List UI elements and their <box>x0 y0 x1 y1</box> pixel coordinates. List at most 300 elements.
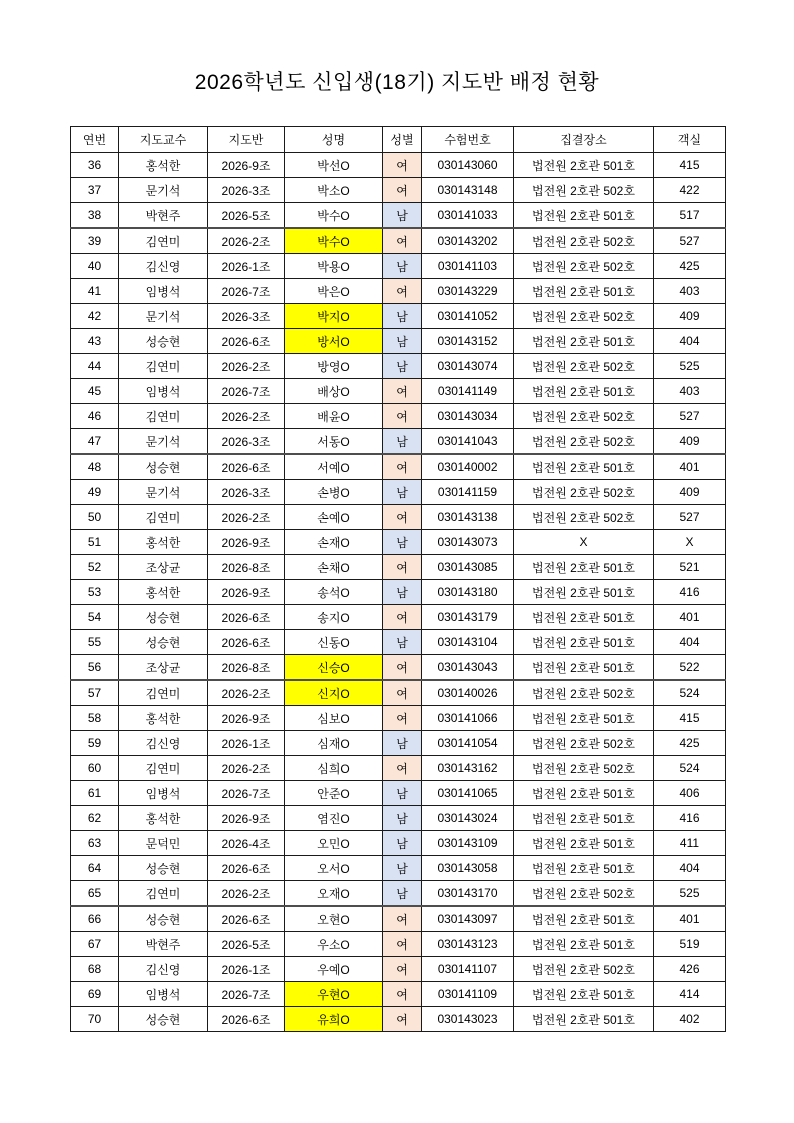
cell-exam-no: 030141033 <box>422 203 514 229</box>
cell-advisor: 성승현 <box>119 906 208 932</box>
cell-location: 법전원 2호관 501호 <box>514 856 654 881</box>
cell-gender: 여 <box>383 228 422 254</box>
table-row <box>71 279 726 304</box>
cell-advisor: 김연미 <box>119 228 208 254</box>
cell-location: 법전원 2호관 501호 <box>514 932 654 957</box>
table-row <box>71 906 726 932</box>
cell-location: 법전원 2호관 502호 <box>514 254 654 279</box>
cell-class: 2026-2조 <box>208 680 285 706</box>
cell-class: 2026-9조 <box>208 153 285 178</box>
cell-location: 법전원 2호관 502호 <box>514 354 654 379</box>
cell-exam-no: 030143170 <box>422 881 514 907</box>
cell-room: 404 <box>654 630 726 655</box>
cell-no: 54 <box>71 605 119 630</box>
table-row <box>71 228 726 254</box>
cell-room: 425 <box>654 731 726 756</box>
cell-advisor: 김신영 <box>119 957 208 982</box>
cell-location: X <box>514 530 654 555</box>
cell-class: 2026-2조 <box>208 228 285 254</box>
table-header-row <box>71 127 726 153</box>
cell-no: 61 <box>71 781 119 806</box>
cell-name: 박수O <box>285 228 383 254</box>
cell-no: 60 <box>71 756 119 781</box>
cell-room: 411 <box>654 831 726 856</box>
cell-name: 서예O <box>285 454 383 480</box>
header-cell-no: 연번 <box>71 127 119 153</box>
cell-no: 62 <box>71 806 119 831</box>
cell-exam-no: 030143058 <box>422 856 514 881</box>
cell-exam-no: 030143073 <box>422 530 514 555</box>
cell-class: 2026-3조 <box>208 429 285 455</box>
cell-room: 425 <box>654 254 726 279</box>
cell-location: 법전원 2호관 502호 <box>514 228 654 254</box>
cell-name: 심희O <box>285 756 383 781</box>
cell-class: 2026-3조 <box>208 304 285 329</box>
cell-room: 527 <box>654 505 726 530</box>
cell-no: 42 <box>71 304 119 329</box>
cell-location: 법전원 2호관 502호 <box>514 881 654 907</box>
cell-gender: 여 <box>383 706 422 731</box>
cell-name: 우소O <box>285 932 383 957</box>
cell-gender: 여 <box>383 1007 422 1032</box>
cell-exam-no: 030143229 <box>422 279 514 304</box>
cell-exam-no: 030143148 <box>422 178 514 203</box>
cell-exam-no: 030141107 <box>422 957 514 982</box>
cell-no: 49 <box>71 480 119 505</box>
cell-room: 519 <box>654 932 726 957</box>
cell-room: 415 <box>654 706 726 731</box>
cell-location: 법전원 2호관 501호 <box>514 630 654 655</box>
table-row <box>71 329 726 354</box>
cell-exam-no: 030143085 <box>422 555 514 580</box>
cell-location: 법전원 2호관 501호 <box>514 655 654 681</box>
cell-name: 신지O <box>285 680 383 706</box>
cell-no: 47 <box>71 429 119 455</box>
cell-name: 심재O <box>285 731 383 756</box>
cell-class: 2026-9조 <box>208 806 285 831</box>
cell-exam-no: 030141043 <box>422 429 514 455</box>
cell-no: 40 <box>71 254 119 279</box>
cell-location: 법전원 2호관 501호 <box>514 279 654 304</box>
cell-gender: 여 <box>383 454 422 480</box>
cell-name: 유희O <box>285 1007 383 1032</box>
cell-name: 방서O <box>285 329 383 354</box>
cell-class: 2026-6조 <box>208 605 285 630</box>
table-row <box>71 153 726 178</box>
cell-exam-no: 030143097 <box>422 906 514 932</box>
cell-gender: 여 <box>383 982 422 1007</box>
cell-advisor: 문기석 <box>119 480 208 505</box>
cell-gender: 남 <box>383 781 422 806</box>
cell-gender: 여 <box>383 404 422 429</box>
cell-no: 66 <box>71 906 119 932</box>
cell-name: 송지O <box>285 605 383 630</box>
cell-name: 우예O <box>285 957 383 982</box>
cell-no: 53 <box>71 580 119 605</box>
cell-no: 39 <box>71 228 119 254</box>
table-row <box>71 881 726 907</box>
cell-no: 58 <box>71 706 119 731</box>
cell-location: 법전원 2호관 501호 <box>514 1007 654 1032</box>
cell-exam-no: 030143123 <box>422 932 514 957</box>
cell-room: 416 <box>654 580 726 605</box>
cell-advisor: 임병석 <box>119 279 208 304</box>
table-row <box>71 530 726 555</box>
cell-class: 2026-1조 <box>208 731 285 756</box>
cell-gender: 여 <box>383 957 422 982</box>
cell-room: 401 <box>654 906 726 932</box>
table-row <box>71 454 726 480</box>
cell-advisor: 김신영 <box>119 731 208 756</box>
table-row <box>71 354 726 379</box>
cell-location: 법전원 2호관 501호 <box>514 982 654 1007</box>
cell-class: 2026-2조 <box>208 354 285 379</box>
cell-class: 2026-9조 <box>208 530 285 555</box>
cell-exam-no: 030143202 <box>422 228 514 254</box>
cell-room: 404 <box>654 856 726 881</box>
cell-gender: 남 <box>383 203 422 229</box>
table-row <box>71 555 726 580</box>
cell-name: 배상O <box>285 379 383 404</box>
cell-location: 법전원 2호관 502호 <box>514 731 654 756</box>
cell-advisor: 김연미 <box>119 756 208 781</box>
cell-no: 37 <box>71 178 119 203</box>
cell-name: 손예O <box>285 505 383 530</box>
cell-room: 414 <box>654 982 726 1007</box>
cell-no: 64 <box>71 856 119 881</box>
cell-gender: 여 <box>383 906 422 932</box>
cell-gender: 여 <box>383 655 422 681</box>
cell-no: 38 <box>71 203 119 229</box>
cell-location: 법전원 2호관 502호 <box>514 404 654 429</box>
cell-gender: 남 <box>383 304 422 329</box>
cell-class: 2026-1조 <box>208 957 285 982</box>
cell-advisor: 조상균 <box>119 655 208 681</box>
cell-advisor: 홍석한 <box>119 706 208 731</box>
cell-advisor: 김연미 <box>119 505 208 530</box>
cell-no: 59 <box>71 731 119 756</box>
cell-no: 65 <box>71 881 119 907</box>
header-cell-gender: 성별 <box>383 127 422 153</box>
header-cell-location: 집결장소 <box>514 127 654 153</box>
cell-exam-no: 030141066 <box>422 706 514 731</box>
cell-name: 심보O <box>285 706 383 731</box>
cell-class: 2026-7조 <box>208 781 285 806</box>
cell-advisor: 성승현 <box>119 1007 208 1032</box>
table-row <box>71 203 726 229</box>
cell-gender: 여 <box>383 505 422 530</box>
cell-name: 손병O <box>285 480 383 505</box>
table-row <box>71 806 726 831</box>
cell-exam-no: 030141149 <box>422 379 514 404</box>
cell-name: 박은O <box>285 279 383 304</box>
cell-gender: 남 <box>383 630 422 655</box>
cell-exam-no: 030141159 <box>422 480 514 505</box>
cell-location: 법전원 2호관 502호 <box>514 505 654 530</box>
cell-exam-no: 030143024 <box>422 806 514 831</box>
cell-no: 70 <box>71 1007 119 1032</box>
cell-room: 401 <box>654 605 726 630</box>
cell-advisor: 김연미 <box>119 881 208 907</box>
cell-no: 57 <box>71 680 119 706</box>
cell-name: 오현O <box>285 906 383 932</box>
cell-room: 525 <box>654 881 726 907</box>
cell-advisor: 임병석 <box>119 982 208 1007</box>
cell-advisor: 김연미 <box>119 354 208 379</box>
cell-location: 법전원 2호관 502호 <box>514 756 654 781</box>
cell-advisor: 홍석한 <box>119 806 208 831</box>
cell-class: 2026-7조 <box>208 982 285 1007</box>
cell-exam-no: 030140002 <box>422 454 514 480</box>
cell-name: 서동O <box>285 429 383 455</box>
cell-room: 522 <box>654 655 726 681</box>
cell-exam-no: 030143152 <box>422 329 514 354</box>
cell-gender: 남 <box>383 329 422 354</box>
table-row <box>71 304 726 329</box>
cell-name: 안준O <box>285 781 383 806</box>
cell-name: 박선O <box>285 153 383 178</box>
table-row <box>71 480 726 505</box>
cell-gender: 여 <box>383 153 422 178</box>
cell-gender: 남 <box>383 530 422 555</box>
cell-name: 손채O <box>285 555 383 580</box>
cell-no: 69 <box>71 982 119 1007</box>
cell-room: 416 <box>654 806 726 831</box>
cell-class: 2026-5조 <box>208 203 285 229</box>
cell-no: 48 <box>71 454 119 480</box>
cell-class: 2026-2조 <box>208 404 285 429</box>
cell-location: 법전원 2호관 502호 <box>514 680 654 706</box>
header-cell-advisor: 지도교수 <box>119 127 208 153</box>
table-body <box>71 153 726 1032</box>
cell-class: 2026-6조 <box>208 630 285 655</box>
cell-exam-no: 030143180 <box>422 580 514 605</box>
cell-no: 50 <box>71 505 119 530</box>
cell-location: 법전원 2호관 502호 <box>514 480 654 505</box>
table-row <box>71 856 726 881</box>
cell-location: 법전원 2호관 501호 <box>514 781 654 806</box>
cell-gender: 남 <box>383 831 422 856</box>
cell-name: 오재O <box>285 881 383 907</box>
cell-room: 409 <box>654 304 726 329</box>
cell-gender: 여 <box>383 555 422 580</box>
table-row <box>71 982 726 1007</box>
cell-gender: 여 <box>383 379 422 404</box>
cell-location: 법전원 2호관 501호 <box>514 906 654 932</box>
cell-class: 2026-4조 <box>208 831 285 856</box>
cell-room: X <box>654 530 726 555</box>
cell-exam-no: 030141065 <box>422 781 514 806</box>
cell-name: 신승O <box>285 655 383 681</box>
cell-no: 52 <box>71 555 119 580</box>
cell-room: 527 <box>654 228 726 254</box>
table-row <box>71 505 726 530</box>
cell-advisor: 김연미 <box>119 680 208 706</box>
cell-room: 409 <box>654 480 726 505</box>
cell-class: 2026-2조 <box>208 881 285 907</box>
header-cell-exam-no: 수험번호 <box>422 127 514 153</box>
cell-location: 법전원 2호관 501호 <box>514 454 654 480</box>
cell-gender: 남 <box>383 580 422 605</box>
cell-gender: 남 <box>383 806 422 831</box>
table-row <box>71 379 726 404</box>
cell-room: 409 <box>654 429 726 455</box>
cell-no: 43 <box>71 329 119 354</box>
cell-advisor: 박현주 <box>119 932 208 957</box>
cell-name: 배윤O <box>285 404 383 429</box>
cell-location: 법전원 2호관 502호 <box>514 178 654 203</box>
cell-advisor: 성승현 <box>119 454 208 480</box>
cell-room: 402 <box>654 1007 726 1032</box>
cell-class: 2026-1조 <box>208 254 285 279</box>
cell-exam-no: 030143138 <box>422 505 514 530</box>
cell-no: 63 <box>71 831 119 856</box>
cell-exam-no: 030143109 <box>422 831 514 856</box>
cell-location: 법전원 2호관 501호 <box>514 580 654 605</box>
cell-advisor: 문기석 <box>119 429 208 455</box>
table-row <box>71 1007 726 1032</box>
cell-gender: 남 <box>383 429 422 455</box>
cell-exam-no: 030141109 <box>422 982 514 1007</box>
table-row <box>71 957 726 982</box>
cell-location: 법전원 2호관 502호 <box>514 957 654 982</box>
table-row <box>71 831 726 856</box>
table-row <box>71 731 726 756</box>
cell-advisor: 박현주 <box>119 203 208 229</box>
cell-room: 422 <box>654 178 726 203</box>
cell-room: 527 <box>654 404 726 429</box>
cell-advisor: 성승현 <box>119 856 208 881</box>
cell-name: 신동O <box>285 630 383 655</box>
cell-advisor: 임병석 <box>119 379 208 404</box>
cell-gender: 여 <box>383 680 422 706</box>
cell-room: 403 <box>654 379 726 404</box>
cell-room: 517 <box>654 203 726 229</box>
cell-no: 67 <box>71 932 119 957</box>
cell-location: 법전원 2호관 501호 <box>514 329 654 354</box>
cell-name: 박소O <box>285 178 383 203</box>
cell-name: 송석O <box>285 580 383 605</box>
cell-no: 55 <box>71 630 119 655</box>
cell-no: 46 <box>71 404 119 429</box>
table-row <box>71 655 726 681</box>
header-cell-room: 객실 <box>654 127 726 153</box>
cell-exam-no: 030143060 <box>422 153 514 178</box>
cell-advisor: 김연미 <box>119 404 208 429</box>
cell-gender: 남 <box>383 856 422 881</box>
cell-room: 525 <box>654 354 726 379</box>
cell-class: 2026-7조 <box>208 379 285 404</box>
cell-name: 우현O <box>285 982 383 1007</box>
cell-gender: 여 <box>383 605 422 630</box>
cell-location: 법전원 2호관 501호 <box>514 153 654 178</box>
cell-location: 법전원 2호관 502호 <box>514 304 654 329</box>
cell-name: 오민O <box>285 831 383 856</box>
header-cell-name: 성명 <box>285 127 383 153</box>
table-row <box>71 178 726 203</box>
cell-no: 41 <box>71 279 119 304</box>
cell-no: 51 <box>71 530 119 555</box>
cell-class: 2026-6조 <box>208 856 285 881</box>
cell-advisor: 문덕민 <box>119 831 208 856</box>
cell-gender: 남 <box>383 254 422 279</box>
cell-exam-no: 030141054 <box>422 731 514 756</box>
cell-advisor: 홍석한 <box>119 580 208 605</box>
cell-no: 36 <box>71 153 119 178</box>
cell-advisor: 조상균 <box>119 555 208 580</box>
cell-location: 법전원 2호관 501호 <box>514 379 654 404</box>
cell-room: 404 <box>654 329 726 354</box>
cell-class: 2026-8조 <box>208 655 285 681</box>
header-cell-class: 지도반 <box>208 127 285 153</box>
cell-class: 2026-6조 <box>208 1007 285 1032</box>
table-row <box>71 605 726 630</box>
cell-name: 손재O <box>285 530 383 555</box>
cell-class: 2026-6조 <box>208 454 285 480</box>
table-row <box>71 404 726 429</box>
cell-location: 법전원 2호관 501호 <box>514 706 654 731</box>
cell-exam-no: 030140026 <box>422 680 514 706</box>
cell-name: 오서O <box>285 856 383 881</box>
cell-location: 법전원 2호관 501호 <box>514 555 654 580</box>
cell-exam-no: 030143043 <box>422 655 514 681</box>
table-row <box>71 429 726 455</box>
cell-class: 2026-5조 <box>208 932 285 957</box>
cell-exam-no: 030141103 <box>422 254 514 279</box>
cell-name: 박수O <box>285 203 383 229</box>
cell-advisor: 임병석 <box>119 781 208 806</box>
cell-room: 403 <box>654 279 726 304</box>
page-title: 2026학년도 신입생(18기) 지도반 배정 현황 <box>194 71 600 94</box>
cell-advisor: 문기석 <box>119 304 208 329</box>
cell-gender: 여 <box>383 756 422 781</box>
cell-room: 524 <box>654 756 726 781</box>
cell-name: 박지O <box>285 304 383 329</box>
cell-room: 401 <box>654 454 726 480</box>
cell-class: 2026-8조 <box>208 555 285 580</box>
cell-advisor: 성승현 <box>119 630 208 655</box>
cell-class: 2026-9조 <box>208 580 285 605</box>
cell-exam-no: 030141052 <box>422 304 514 329</box>
cell-exam-no: 030143104 <box>422 630 514 655</box>
cell-no: 44 <box>71 354 119 379</box>
cell-class: 2026-6조 <box>208 329 285 354</box>
cell-class: 2026-2조 <box>208 505 285 530</box>
cell-no: 45 <box>71 379 119 404</box>
table-row <box>71 932 726 957</box>
cell-name: 박용O <box>285 254 383 279</box>
assignment-table <box>70 126 726 1032</box>
cell-class: 2026-3조 <box>208 178 285 203</box>
cell-room: 406 <box>654 781 726 806</box>
cell-location: 법전원 2호관 502호 <box>514 429 654 455</box>
cell-class: 2026-2조 <box>208 756 285 781</box>
cell-gender: 여 <box>383 178 422 203</box>
cell-gender: 남 <box>383 354 422 379</box>
cell-room: 521 <box>654 555 726 580</box>
cell-exam-no: 030143023 <box>422 1007 514 1032</box>
cell-advisor: 홍석한 <box>119 153 208 178</box>
table-row <box>71 254 726 279</box>
table-row <box>71 781 726 806</box>
cell-class: 2026-6조 <box>208 906 285 932</box>
cell-gender: 남 <box>383 881 422 907</box>
cell-advisor: 성승현 <box>119 329 208 354</box>
cell-gender: 여 <box>383 932 422 957</box>
table-row <box>71 706 726 731</box>
table-row <box>71 580 726 605</box>
cell-exam-no: 030143162 <box>422 756 514 781</box>
